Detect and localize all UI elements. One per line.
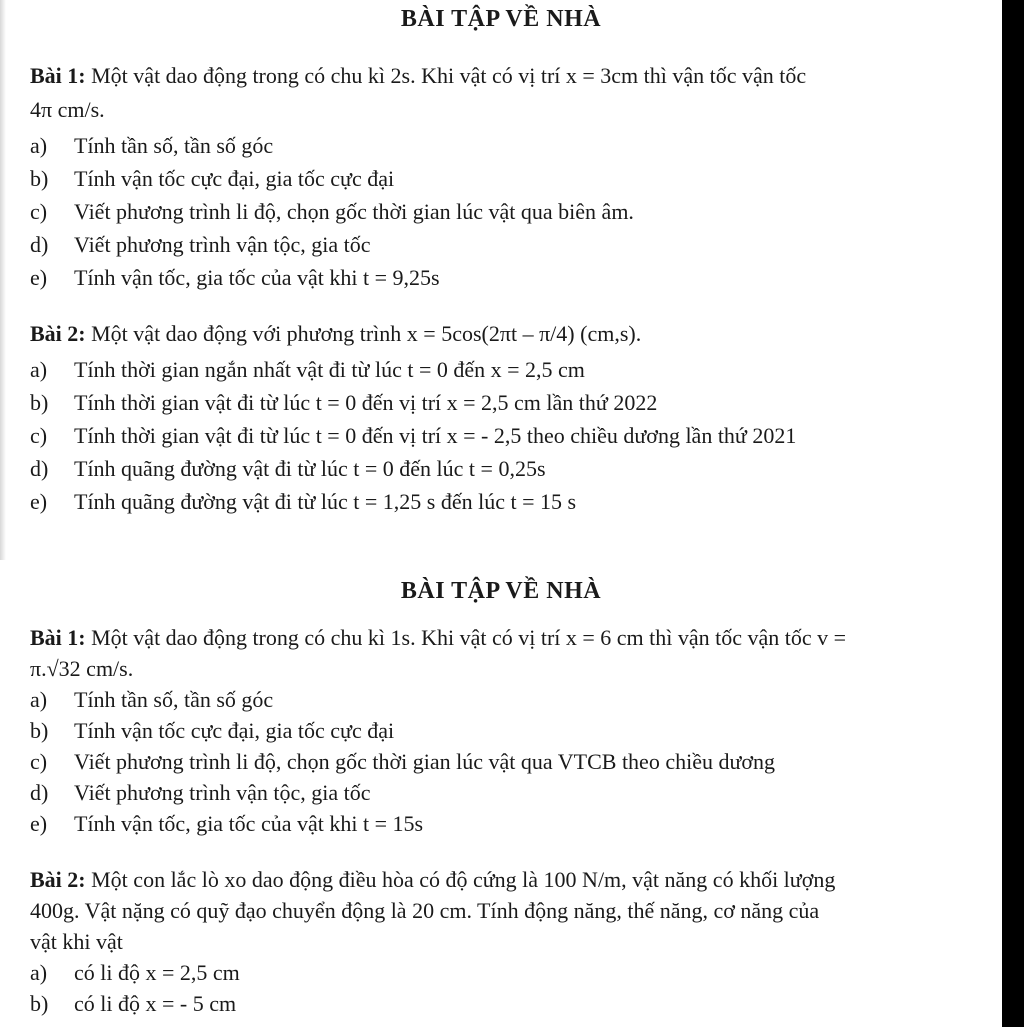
section2-title: BÀI TẬP VỀ NHÀ (400, 578, 602, 604)
s2-bai1-text: Một vật dao động trong có chu kì 1s. Khi vật có vị trí x = 6 cm thì vận tốc vận tốc v = (85, 625, 847, 650)
s1-bai2-text: Một vật dao động với phương trình x = 5cos(2πt – π/4) (cm,s). (85, 321, 642, 346)
s2-bai1-item-b (30, 719, 394, 743)
item-letter: e) (30, 265, 48, 290)
s2-bai2-item-b (30, 992, 236, 1016)
s1-bai2-item-c (30, 424, 796, 448)
item-text: Tính vận tốc cực đại, gia tốc cực đại (74, 718, 395, 743)
s2-bai2-item-a (30, 961, 240, 985)
s1-bai1-label: Bài 1: (30, 63, 86, 88)
s2-bai1-item-a (30, 688, 273, 712)
item-text: Tính thời gian vật đi từ lúc t = 0 đến vị trí x = - 2,5 theo chiều dương lần thứ 2021 (74, 423, 797, 448)
s2-bai2-statement (30, 868, 835, 892)
item-letter: c) (30, 423, 48, 448)
s1-bai1-item-b (30, 167, 394, 191)
s1-bai2-item-a (30, 358, 585, 382)
s2-bai1-text-cont: π.√32 cm/s. (30, 656, 134, 681)
item-letter: c) (30, 749, 48, 774)
item-text: Viết phương trình vận tộc, gia tốc (74, 232, 371, 257)
item-text: Viết phương trình li độ, chọn gốc thời gian lúc vật qua VTCB theo chiều dương (74, 749, 776, 774)
s2-bai2-text-cont2: vật khi vật (30, 929, 123, 954)
item-letter: c) (30, 199, 48, 224)
s2-bai2-text: Một con lắc lò xo dao động điều hòa có độ cứng là 100 N/m, vật năng có khối lượng (85, 867, 836, 892)
item-text: Tính quãng đường vật đi từ lúc t = 0 đến lúc t = 0,25s (74, 456, 546, 481)
s1-bai1-statement (30, 64, 806, 88)
s2-bai2-label: Bài 2: (30, 867, 86, 892)
s1-bai2-item-d (30, 457, 546, 481)
s2-bai2-text-cont1: 400g. Vật nặng có quỹ đạo chuyển động là 20 cm. Tính động năng, thế năng, cơ năng của (30, 898, 820, 923)
item-text: Viết phương trình li độ, chọn gốc thời gian lúc vật qua biên âm. (74, 199, 634, 224)
s2-bai1-item-c (30, 750, 775, 774)
s1-bai2-statement (30, 322, 641, 346)
item-letter: b) (30, 991, 49, 1016)
item-text: Tính tần số, tần số góc (74, 133, 274, 158)
s1-bai2-item-b (30, 391, 657, 415)
item-letter: e) (30, 811, 48, 836)
item-letter: a) (30, 960, 48, 985)
s1-bai1-item-a (30, 134, 273, 158)
item-text: Tính vận tốc, gia tốc của vật khi t = 15s (74, 811, 424, 836)
s1-bai1-item-c (30, 200, 634, 224)
item-text: Viết phương trình vận tộc, gia tốc (74, 780, 371, 805)
item-text: Tính quãng đường vật đi từ lúc t = 1,25 s đến lúc t = 15 s (74, 489, 577, 514)
item-letter: d) (30, 780, 49, 805)
s2-bai1-item-e (30, 812, 423, 836)
item-letter: b) (30, 166, 49, 191)
s2-bai1-item-d (30, 781, 371, 805)
s1-bai1-text: Một vật dao động trong có chu kì 2s. Khi vật có vị trí x = 3cm thì vận tốc vận tốc (85, 63, 807, 88)
black-border (1002, 0, 1024, 1027)
s2-bai1-label: Bài 1: (30, 625, 86, 650)
item-letter: a) (30, 687, 48, 712)
item-letter: a) (30, 357, 48, 382)
item-letter: a) (30, 133, 48, 158)
item-text: Tính vận tốc, gia tốc của vật khi t = 9,25s (74, 265, 440, 290)
item-text: Tính vận tốc cực đại, gia tốc cực đại (74, 166, 395, 191)
item-text: Tính thời gian ngắn nhất vật đi từ lúc t = 0 đến x = 2,5 cm (74, 357, 585, 382)
s1-bai1-item-d (30, 233, 371, 257)
section1-title: BÀI TẬP VỀ NHÀ (400, 6, 602, 32)
s1-bai2-item-e (30, 490, 576, 514)
item-text: Tính thời gian vật đi từ lúc t = 0 đến vị trí x = 2,5 cm lần thứ 2022 (74, 390, 658, 415)
item-letter: d) (30, 456, 49, 481)
item-text: có li độ x = - 5 cm (74, 991, 237, 1016)
item-letter: e) (30, 489, 48, 514)
item-letter: b) (30, 390, 49, 415)
item-text: có li độ x = 2,5 cm (74, 960, 240, 985)
s2-bai1-statement (30, 626, 846, 650)
s1-bai2-label: Bài 2: (30, 321, 86, 346)
s1-bai1-item-e (30, 266, 440, 290)
item-text: Tính tần số, tần số góc (74, 687, 274, 712)
item-letter: b) (30, 718, 49, 743)
s1-bai1-text-cont: 4π cm/s. (30, 97, 105, 122)
item-letter: d) (30, 232, 49, 257)
